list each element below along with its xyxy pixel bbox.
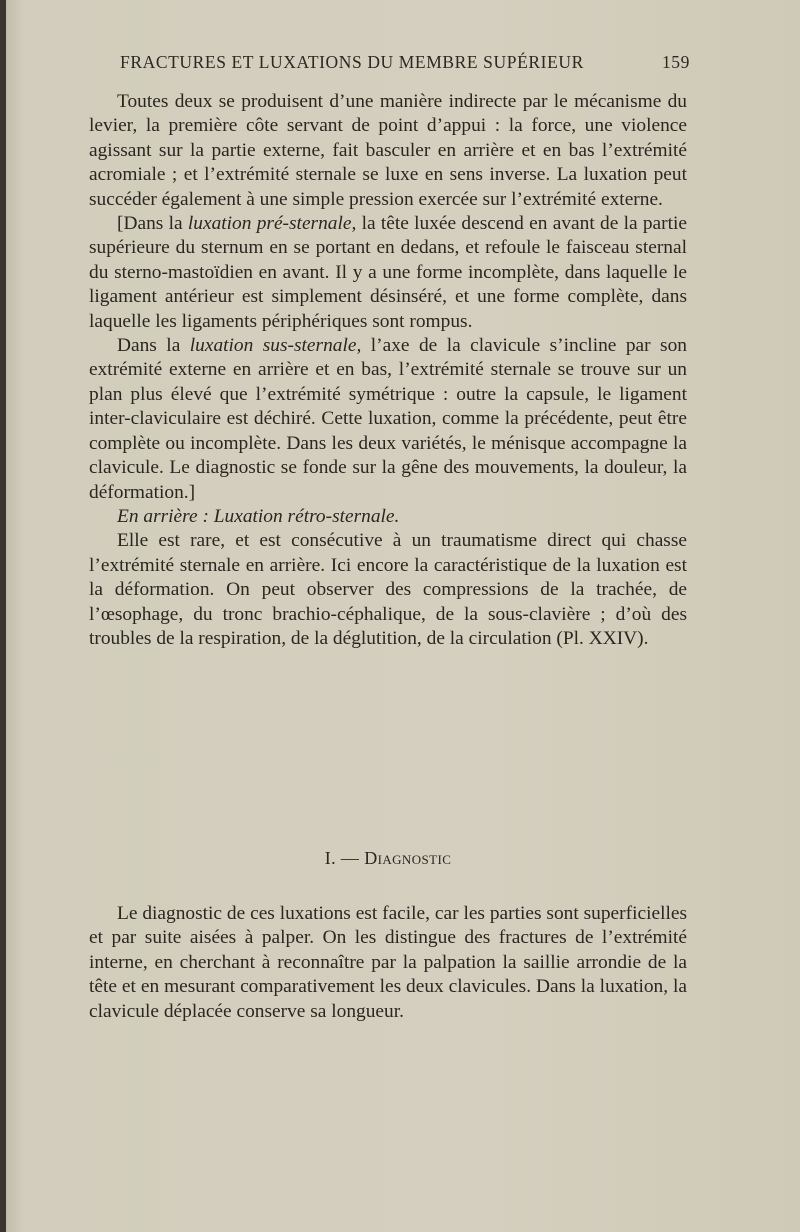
paragraph	[89, 212, 687, 334]
paragraph-text: la tête luxée descend en avant de la partie supérieure du sternum en se portant en dedans, et refoule le faisceau sternal du sterno-mastoïdien en avant. Il y a une forme incomplète, dans laquelle le ligament antérieur est simplement désinséré, et une forme complète, dans laquelle les ligaments périphériques sont rompus.	[89, 213, 687, 332]
paragraph	[89, 334, 687, 505]
running-title: FRACTURES ET LUXATIONS DU MEMBRE SUPÉRIEUR	[120, 52, 584, 72]
paragraph-text: [Dans la	[117, 213, 188, 235]
body-text	[89, 90, 687, 651]
running-header	[120, 52, 690, 76]
body-text-section	[89, 902, 687, 1024]
italic-term: luxation pré-sternale,	[187, 213, 357, 235]
italic-subheading: En arrière : Luxation rétro-sternale.	[117, 505, 400, 527]
paragraph-text: Dans la	[117, 335, 190, 357]
paragraph-text: Elle est rare, et est consécutive à un traumatisme direct qui chasse l’extrémité sternale en arrière. Ici encore la caractéristique de la luxation est la déformation. On peut observer des compressions de la trachée, de l’œsophage, du tronc brachio-céphalique, de la sous-clavière ; d’où des troubles de la respiration, de la déglutition, de la circulation (Pl. XXIV).	[89, 530, 687, 649]
paragraph	[89, 90, 687, 212]
section-heading	[89, 848, 687, 874]
section-title: Diagnostic	[364, 848, 452, 868]
italic-term: luxation sus-sternale,	[189, 335, 362, 357]
paragraph-text: l’axe de la clavicule s’incline par son extrémité externe en arrière et en bas, l’extrémité sternale se trouve sur un plan plus élevé que l’extrémité symétrique : outre la capsule, le ligament inter-claviculaire est déchiré. Cette luxation, comme la précédente, peut être complète ou incomplète. Dans les deux variétés, le ménisque accompagne la clavicule. Le diagnostic se fonde sur la gêne des mouvements, la douleur, la déformation.]	[89, 335, 687, 503]
section-number: I. —	[324, 848, 360, 868]
page-number: 159	[661, 52, 690, 72]
page-binding-edge	[0, 0, 6, 1232]
paragraph-text: Toutes deux se produisent d’une manière indirecte par le mécanisme du levier, la première côte servant de point d’appui : la force, une violence agissant sur la partie externe, fait basculer en arrière et en bas l’extrémité acromiale ; et l’extrémité sternale se luxe en sens inverse. La luxation peut succéder également à une simple pression exercée sur l’extrémité externe.	[89, 91, 687, 210]
paragraph: Le diagnostic de ces luxations est facile, car les parties sont superficielles et par suite aisées à palper. On les distingue des fractures de l’extrémité interne, en cherchant à reconnaître par la palpation la saillie arrondie de la tête et en mesurant comparativement les deux clavicules. Dans la luxation, la clavicule déplacée conserve sa longueur.	[89, 903, 687, 1022]
subheading-paragraph	[89, 505, 687, 529]
paragraph	[89, 529, 687, 651]
